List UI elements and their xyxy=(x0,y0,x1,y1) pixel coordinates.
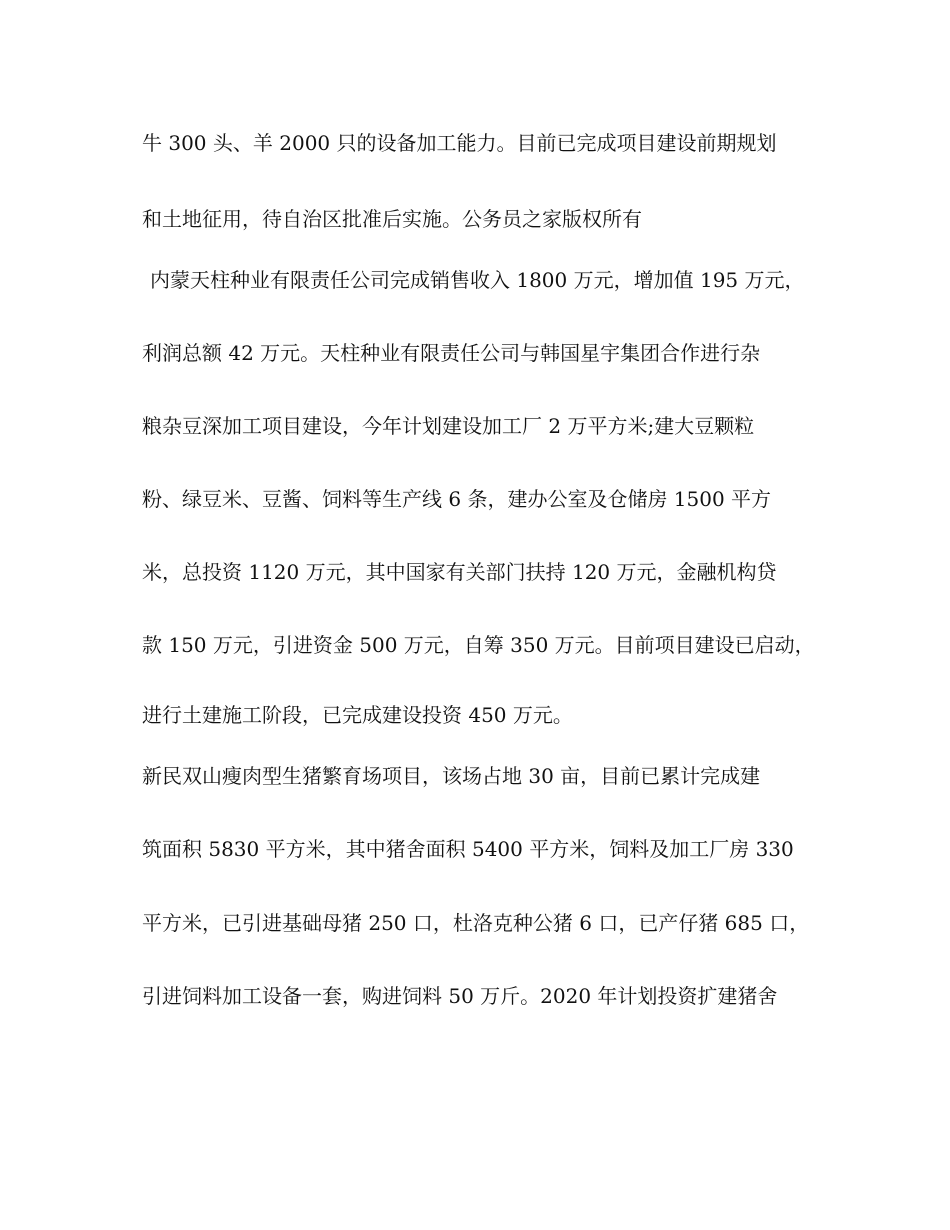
text-line: 新民双山瘦肉型生猪繁育场项目，该场占地 30 亩，目前已累计完成建 xyxy=(142,764,761,788)
text-line: 款 150 万元，引进资金 500 万元，自筹 350 万元。目前项目建设已启动， xyxy=(142,633,815,657)
text-line: 和土地征用，待自治区批准后实施。公务员之家版权所有 xyxy=(142,207,642,231)
text-line: 粮杂豆深加工项目建设，今年计划建设加工厂 2 万平方米;建大豆颗粒 xyxy=(142,414,755,438)
text-line: 粉、绿豆米、豆酱、饲料等生产线 6 条，建办公室及仓储房 1500 平方 xyxy=(142,487,772,511)
text-line: 进行土建施工阶段，已完成建设投资 450 万元。 xyxy=(142,703,573,727)
text-line: 利润总额 42 万元。天柱种业有限责任公司与韩国星宇集团合作进行杂 xyxy=(142,341,761,365)
text-line: 筑面积 5830 平方米，其中猪舍面积 5400 平方米，饲料及加工厂房 330 xyxy=(142,837,794,861)
text-line: 牛 300 头、羊 2000 只的设备加工能力。目前已完成项目建设前期规划 xyxy=(142,131,777,155)
text-line: 内蒙天柱种业有限责任公司完成销售收入 1800 万元，增加值 195 万元， xyxy=(150,268,805,292)
text-line: 平方米，已引进基础母猪 250 口，杜洛克种公猪 6 口，已产仔猪 685 口， xyxy=(142,911,810,935)
text-line: 引进饲料加工设备一套，购进饲料 50 万斤。2020 年计划投资扩建猪舍 xyxy=(142,984,778,1008)
text-line: 米，总投资 1120 万元，其中国家有关部门扶持 120 万元，金融机构贷 xyxy=(142,560,777,584)
